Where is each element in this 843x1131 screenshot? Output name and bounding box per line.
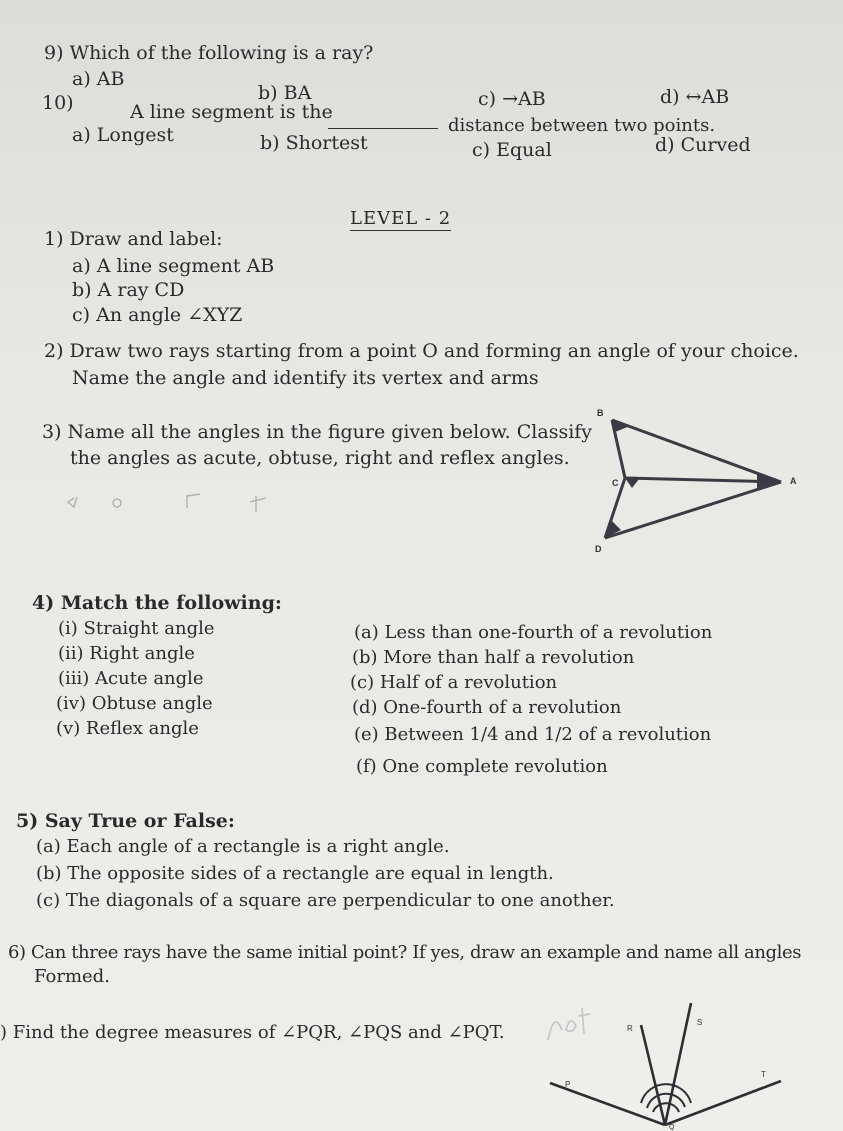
l4-left-item: (iv) Obtuse angle bbox=[56, 693, 213, 714]
l1-part-a: a) A line segment AB bbox=[72, 255, 275, 277]
l7-question: ) Find the degree measures of ∠PQR, ∠PQS and ∠PQT. bbox=[0, 1022, 505, 1043]
l4-left-item: (ii) Right angle bbox=[58, 643, 195, 664]
label-b: B bbox=[597, 408, 604, 418]
label-c: C bbox=[612, 478, 619, 488]
l4-right-item: (b) More than half a revolution bbox=[352, 647, 635, 668]
q9-option-d: d) ↔AB bbox=[660, 86, 730, 108]
q10-option-a: a) Longest bbox=[72, 124, 174, 146]
l6-line2: Formed. bbox=[34, 966, 110, 987]
angle-arc bbox=[653, 1103, 679, 1112]
q9-option-b: b) BA bbox=[258, 82, 312, 104]
l4-right-item: (f) One complete revolution bbox=[356, 756, 608, 777]
l6-line1: 6) Can three rays have the same initial point? If yes, draw an example and name all angles bbox=[8, 942, 802, 963]
l4-right-item: (c) Half of a revolution bbox=[350, 672, 558, 693]
label-q: Q bbox=[669, 1124, 675, 1131]
q10-option-b: b) Shortest bbox=[260, 132, 368, 154]
l5-statement-c: (c) The diagonals of a square are perpendicular to one another. bbox=[36, 890, 615, 911]
l2-line1: 2) Draw two rays starting from a point O and forming an angle of your choice. bbox=[44, 340, 799, 362]
label-r: R bbox=[627, 1024, 633, 1033]
l4-right-item: (a) Less than one-fourth of a revolution bbox=[354, 622, 713, 643]
angle-arc bbox=[647, 1094, 685, 1108]
q10-text-after: distance between two points. bbox=[448, 115, 716, 136]
q9-option-a: a) AB bbox=[72, 68, 125, 90]
l4-left-item: (i) Straight angle bbox=[58, 618, 215, 639]
angle-figure bbox=[545, 995, 815, 1131]
l1-part-c: c) An angle ∠XYZ bbox=[72, 304, 243, 326]
l4-left-item: (iii) Acute angle bbox=[58, 668, 204, 689]
label-s: S bbox=[697, 1018, 703, 1027]
l4-right-item: (d) One-fourth of a revolution bbox=[352, 697, 622, 718]
angle-mark-c bbox=[625, 478, 639, 488]
l3-line1: 3) Name all the angles in the figure given below. Classify bbox=[42, 421, 593, 443]
q10-answer-blank bbox=[328, 128, 438, 129]
q10-option-c: c) Equal bbox=[472, 139, 552, 161]
q9-option-c: c) →AB bbox=[478, 88, 546, 110]
q10-option-d: d) Curved bbox=[655, 134, 751, 156]
l1-part-b: b) A ray CD bbox=[72, 279, 185, 301]
triangle-figure bbox=[585, 400, 810, 560]
label-d: D bbox=[595, 544, 602, 554]
label-p: P bbox=[565, 1080, 571, 1089]
l2-line2: Name the angle and identify its vertex and arms bbox=[72, 367, 539, 389]
l4-right-item: (e) Between 1/4 and 1/2 of a revolution bbox=[354, 724, 712, 745]
q9-question: 9) Which of the following is a ray? bbox=[44, 42, 374, 64]
l4-left-item: (v) Reflex angle bbox=[56, 718, 199, 739]
l5-statement-a: (a) Each angle of a rectangle is a right angle. bbox=[36, 836, 450, 857]
l5-title: 5) Say True or False: bbox=[16, 810, 235, 832]
label-a: A bbox=[790, 476, 797, 486]
pencil-scribbles bbox=[60, 488, 280, 518]
l5-statement-b: (b) The opposite sides of a rectangle are equal in length. bbox=[36, 863, 554, 884]
l4-title: 4) Match the following: bbox=[32, 592, 282, 614]
q10-number: 10) bbox=[42, 92, 74, 114]
level-heading: LEVEL - 2 bbox=[350, 208, 452, 229]
q10-text-before: A line segment is the bbox=[130, 101, 333, 123]
label-t: T bbox=[761, 1070, 766, 1079]
l3-line2: the angles as acute, obtuse, right and reflex angles. bbox=[70, 447, 570, 469]
l1-question: 1) Draw and label: bbox=[44, 228, 223, 250]
